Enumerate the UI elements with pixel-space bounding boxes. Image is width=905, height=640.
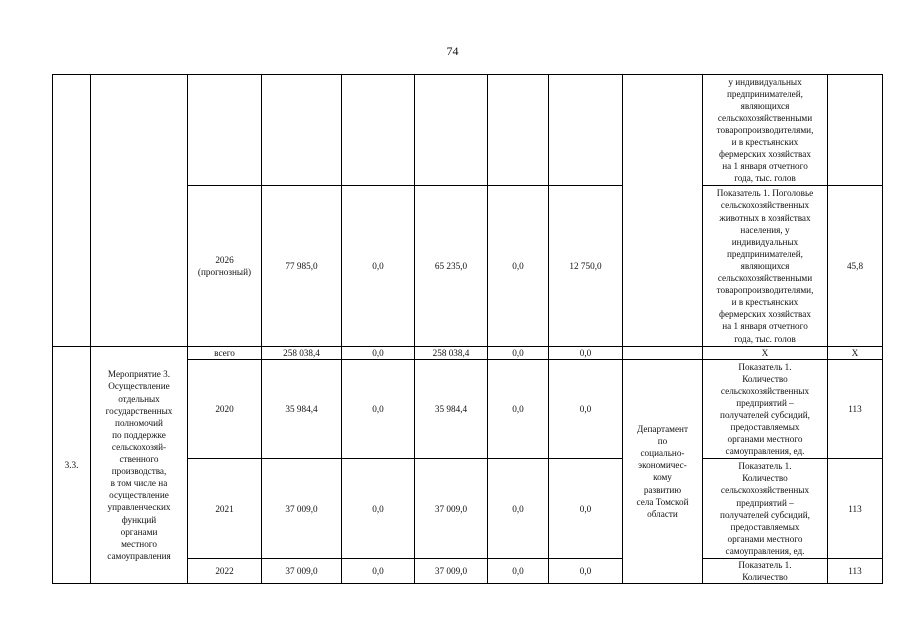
name-cell: Мероприятие 3. Осуществление отдельных государственных полномочий по поддержке сельскохозяй- ственного производства, в том числе на осуществление управленческих функций органами местного самоуправления <box>91 347 188 584</box>
indicator-value-cell: 45,8 <box>828 186 883 347</box>
indicator-value-cell: 113 <box>828 360 883 459</box>
regional-cell: 258 038,4 <box>415 347 488 360</box>
federal-cell: 0,0 <box>342 559 415 584</box>
regional-cell: 37 009,0 <box>415 559 488 584</box>
indicator-value-cell: Х <box>828 347 883 360</box>
year-cell: 2020 <box>188 360 262 459</box>
other-cell: 0,0 <box>549 360 623 459</box>
indicator-value-cell: 113 <box>828 559 883 584</box>
page-number: 74 <box>446 44 459 58</box>
year-cell <box>188 75 262 186</box>
year-cell: всего <box>188 347 262 360</box>
total-cell: 37 009,0 <box>262 459 342 559</box>
other-cell: 12 750,0 <box>549 186 623 347</box>
number-cell: 3.3. <box>53 347 91 584</box>
federal-cell: 0,0 <box>342 459 415 559</box>
indicator-cell: у индивидуальных предпринимателей, являющихся сельскохозяйственными товаропроизводителями, и в крестьянских фермерских хозяйствах на 1 января отчетного года, тыс. голов <box>703 75 828 186</box>
indicator-cell: Показатель 1. Поголовье сельскохозяйственных животных в хозяйствах населения, у индивидуальных предпринимателей, являющихся сельскохозяйственными товаропроизводителями, и в крестьянских фермерских хозяйствах на 1 января отчетного года, тыс. голов <box>703 186 828 347</box>
number-cell <box>53 75 91 347</box>
federal-cell: 0,0 <box>342 186 415 347</box>
regional-cell <box>415 75 488 186</box>
federal-cell: 0,0 <box>342 360 415 459</box>
local-cell: 0,0 <box>488 459 549 559</box>
year-cell: 2022 <box>188 559 262 584</box>
executor-cell: Департамент по социально- экономичес- кому развитию села Томской области <box>623 360 703 584</box>
federal-cell <box>342 75 415 186</box>
indicator-value-cell: 113 <box>828 459 883 559</box>
executor-cell <box>623 75 703 347</box>
local-cell <box>488 75 549 186</box>
executor-cell <box>623 347 703 360</box>
other-cell: 0,0 <box>549 459 623 559</box>
federal-cell: 0,0 <box>342 347 415 360</box>
total-cell: 258 038,4 <box>262 347 342 360</box>
indicator-cell: Показатель 1. Количество <box>703 559 828 584</box>
regional-cell: 35 984,4 <box>415 360 488 459</box>
table-row <box>53 347 883 360</box>
total-cell: 37 009,0 <box>262 559 342 584</box>
local-cell: 0,0 <box>488 186 549 347</box>
indicator-value-cell <box>828 75 883 186</box>
local-cell: 0,0 <box>488 347 549 360</box>
year-cell: 2021 <box>188 459 262 559</box>
name-cell <box>91 75 188 347</box>
local-cell: 0,0 <box>488 559 549 584</box>
indicator-cell: Х <box>703 347 828 360</box>
program-table <box>52 74 883 584</box>
other-cell <box>549 75 623 186</box>
total-cell: 35 984,4 <box>262 360 342 459</box>
total-cell: 77 985,0 <box>262 186 342 347</box>
total-cell <box>262 75 342 186</box>
local-cell: 0,0 <box>488 360 549 459</box>
indicator-cell: Показатель 1. Количество сельскохозяйственных предприятий – получателей субсидий, предоставляемых органами местного самоуправления, ед. <box>703 459 828 559</box>
table-row <box>53 75 883 186</box>
year-cell: 2026 (прогнозный) <box>188 186 262 347</box>
other-cell: 0,0 <box>549 347 623 360</box>
indicator-cell: Показатель 1. Количество сельскохозяйственных предприятий – получателей субсидий, предоставляемых органами местного самоуправления, ед. <box>703 360 828 459</box>
other-cell: 0,0 <box>549 559 623 584</box>
regional-cell: 37 009,0 <box>415 459 488 559</box>
regional-cell: 65 235,0 <box>415 186 488 347</box>
